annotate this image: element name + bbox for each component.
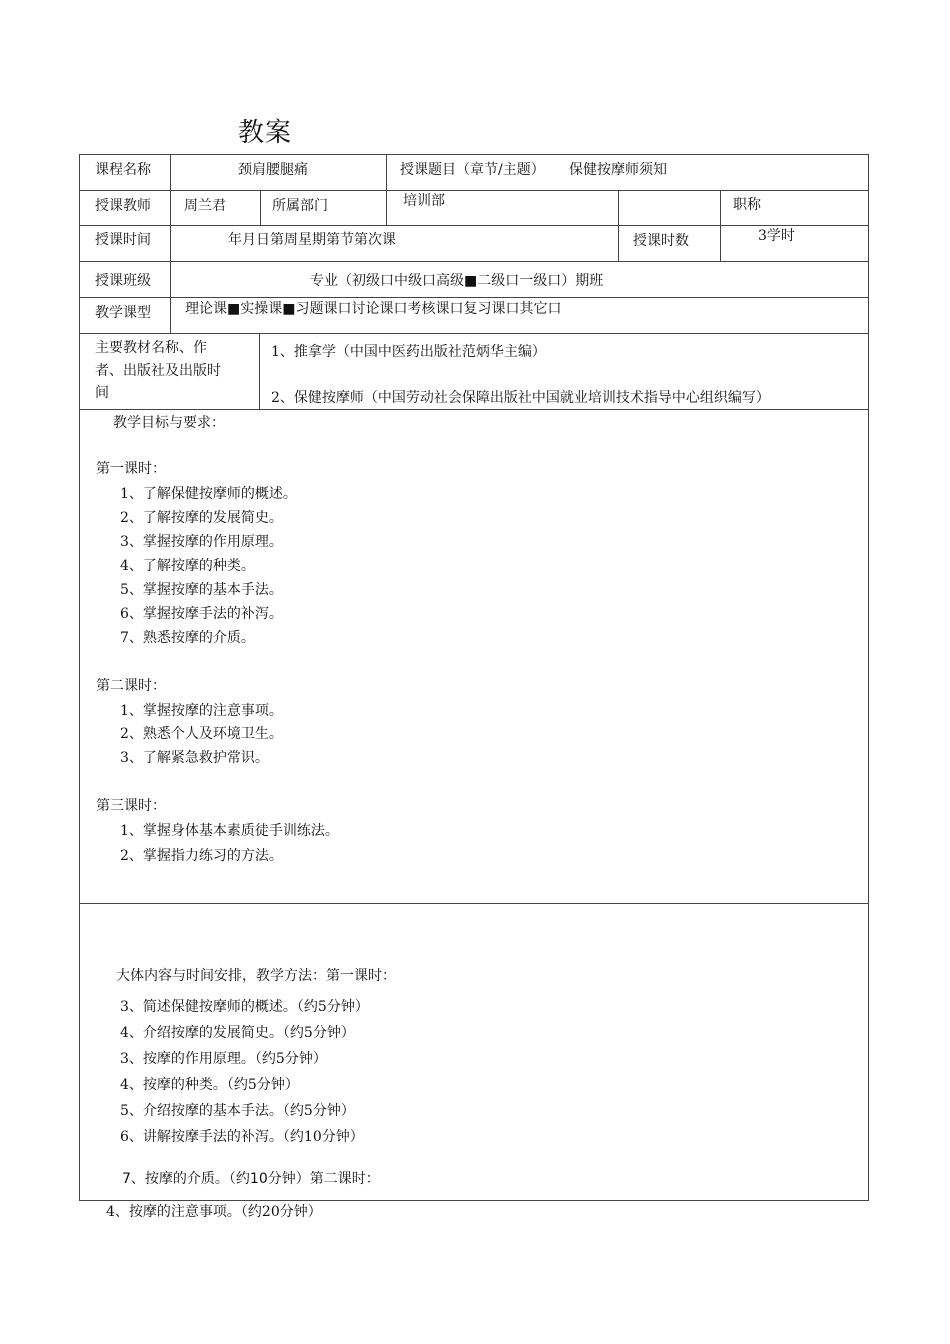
list-item: 5、介绍按摩的基本手法。（约5分钟） [120, 1103, 355, 1119]
material-item-2: 2、保健按摩师（中国劳动社会保障出版社中国就业培训技术指导中心组织编写） [271, 390, 770, 406]
list-item: 3、按摩的作用原理。（约5分钟） [120, 1051, 327, 1067]
objectives-heading: 教学目标与要求： [113, 415, 225, 431]
list-item: 3、简述保健按摩师的概述。（约5分钟） [120, 999, 369, 1015]
course-name-value: 颈肩腰腿痛 [238, 162, 308, 178]
list-item: 7、熟悉按摩的介质。 [120, 630, 255, 646]
teacher-label: 授课教师 [95, 198, 151, 214]
list-item: 1、掌握按摩的注意事项。 [120, 703, 283, 719]
list-item: 4、按摩的种类。（约5分钟） [120, 1077, 299, 1093]
class-value: 专业（初级口中级口高级■二级口一级口）期班 [310, 273, 604, 289]
lesson2-title: 第二课时： [96, 678, 166, 694]
list-item: 2、了解按摩的发展简史。 [120, 510, 283, 526]
topic-label: 授课题目（章节/主题） [400, 162, 545, 178]
list-item: 2、掌握指力练习的方法。 [120, 848, 283, 864]
hours-value: 3学时 [758, 228, 795, 244]
material-item-1: 1、推拿学（中国中医药出版社范炳华主编） [271, 344, 546, 360]
lesson3-title: 第三课时： [96, 798, 166, 814]
list-item: 4、了解按摩的种类。 [120, 558, 255, 574]
list-item: 6、掌握按摩手法的补泻。 [120, 606, 283, 622]
list-item: 4、介绍按摩的发展简史。（约5分钟） [120, 1025, 355, 1041]
list-item: 2、熟悉个人及环境卫生。 [120, 726, 283, 742]
hours-label: 授课时数 [633, 233, 689, 249]
document-title: 教案 [238, 118, 293, 148]
list-item: 5、掌握按摩的基本手法。 [120, 582, 283, 598]
department-label: 所属部门 [272, 198, 328, 214]
list-item: 3、了解紧急救护常识。 [120, 750, 269, 766]
list-item: 3、掌握按摩的作用原理。 [120, 534, 283, 550]
teacher-value: 周兰君 [184, 198, 226, 214]
class-label: 授课班级 [95, 273, 151, 289]
department-value: 培训部 [403, 193, 445, 209]
list-item: 6、讲解按摩手法的补泻。（约10分钟） [120, 1129, 364, 1145]
course-name-label: 课程名称 [95, 162, 151, 178]
time-label: 授课时间 [95, 232, 151, 248]
materials-label-line1: 主要教材名称、作 [95, 340, 207, 356]
list-item: 1、了解保健按摩师的概述。 [120, 486, 297, 502]
materials-label-line2: 者、出版社及出版时 [95, 363, 221, 379]
list-item: 1、掌握身体基本素质徒手训练法。 [120, 823, 339, 839]
topic-value: 保健按摩师须知 [569, 162, 667, 178]
lesson1-title: 第一课时： [96, 461, 166, 477]
lesson-type-value: 理论课■实操课■习题课口讨论课口考核课口复习课口其它口 [185, 301, 562, 317]
list-item-7: 7、按摩的介质。（约10分钟）第二课时： [122, 1171, 380, 1187]
lesson-type-label: 教学课型 [95, 305, 151, 321]
arrangement-heading: 大体内容与时间安排，教学方法：第一课时： [116, 968, 396, 984]
time-value: 年月日第周星期第节第次课 [228, 232, 396, 248]
after-table-item: 4、按摩的注意事项。（约20分钟） [106, 1204, 322, 1220]
materials-label-line3: 间 [95, 385, 109, 401]
rank-label: 职称 [733, 197, 761, 213]
